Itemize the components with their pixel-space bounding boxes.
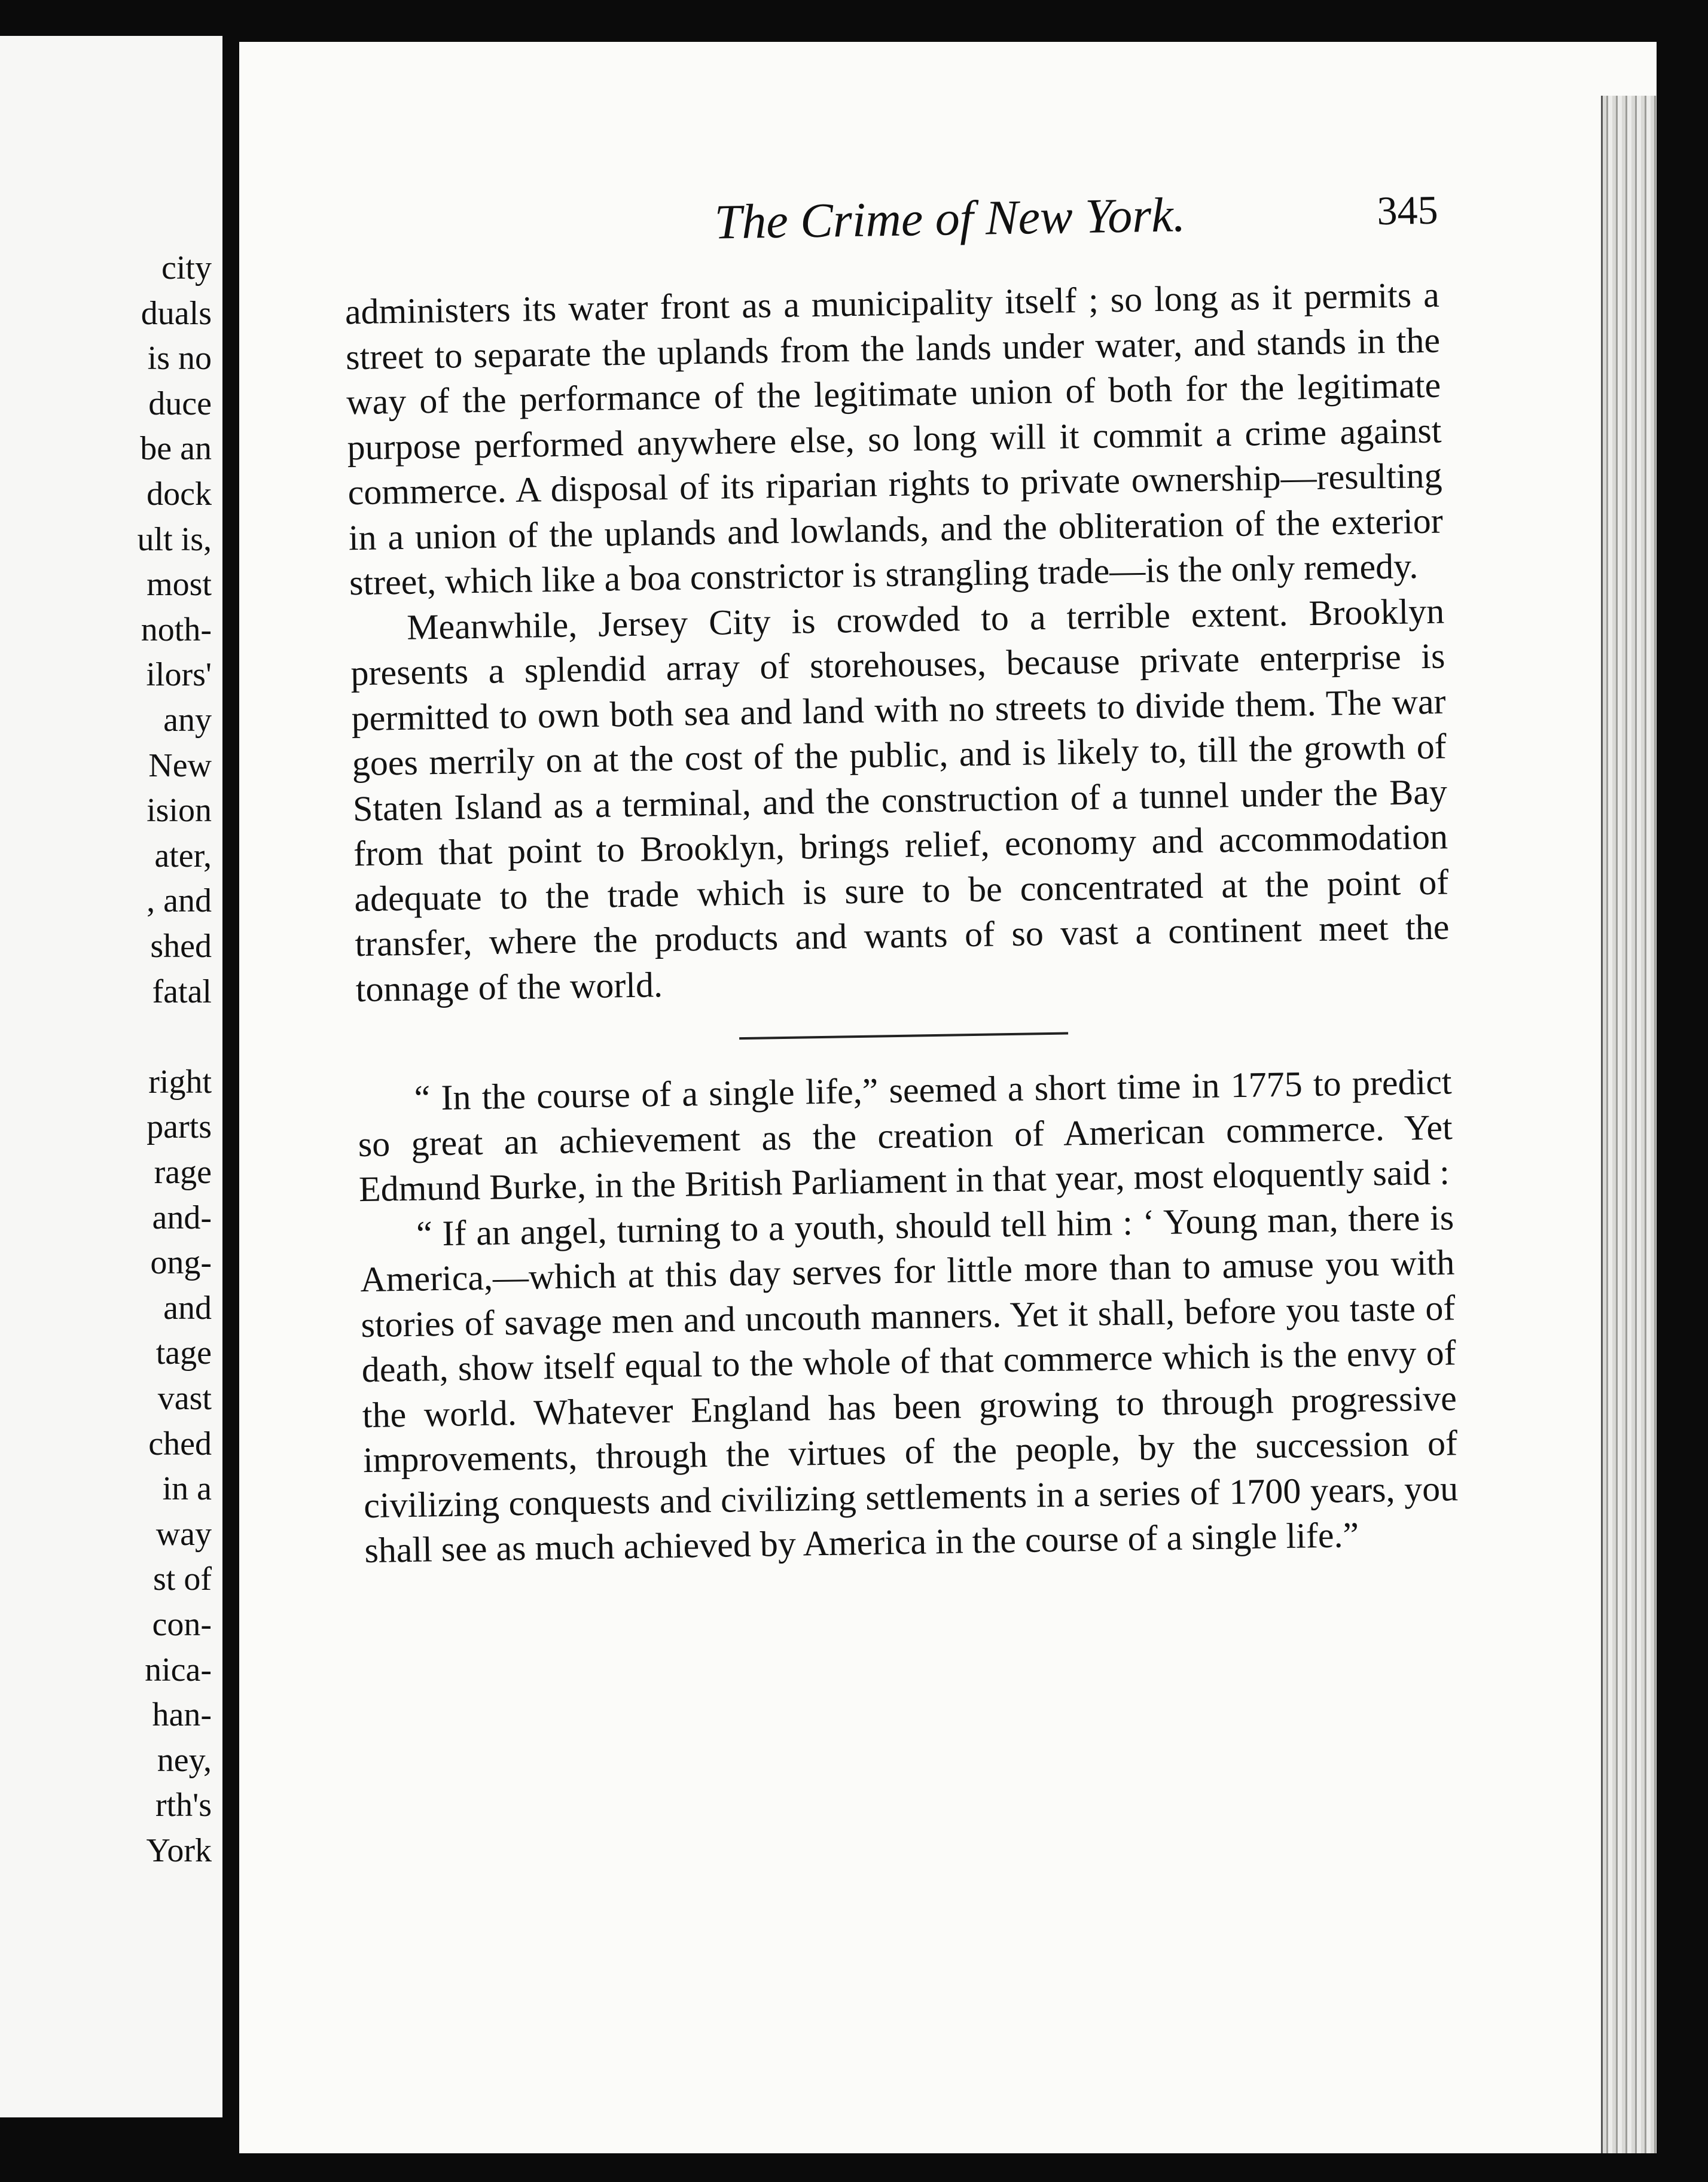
paragraph-water-front: administers its water front as a municipality itself ; so long as it permits a street to separate the uplands from the lands under water, and stands in the way of the performance of the legitimate union of both for the legitimate purpose performed anywhere else, so long will it commit a crime against commerce. A disposal of its riparian rights to private ownership—resulting in a union of the uplands and lowlands, and the obliteration of the exterior street, which like a boa constrictor is strangling trade—is the only remedy. — [344, 275, 1444, 603]
paragraph-burke-quote: “ If an angel, turning to a youth, should tell him : ‘ Young man, there is America,—which at this day serves for little more than to amuse you with stories of savage men and uncouth manners. Yet it shall, before you taste of death, show itself equal to the whole of that commerce which is the envy of the world. Whatever England has been growing to through progressive improvements, through the virtues of the people, by the succession of civilizing conquests and civilizing settlements in a series of 1700 years, you shall see as much achieved by America in the course of a single life.” — [359, 1197, 1459, 1571]
page-content — [341, 42, 1468, 2153]
left-page-line: ult is, — [137, 520, 212, 558]
page-edges — [1601, 96, 1657, 2153]
left-page-line: way — [155, 1515, 212, 1553]
left-page-line: ilors' — [146, 656, 212, 694]
left-page-line: any — [163, 702, 212, 739]
left-page-line: han- — [152, 1696, 212, 1734]
left-page-line: and- — [152, 1199, 212, 1236]
left-page-line: most — [147, 566, 212, 604]
running-title: The Crime of New York. — [713, 187, 1186, 249]
left-page-line: noth- — [141, 611, 212, 648]
right-page — [239, 42, 1657, 2153]
left-page-line: fatal — [152, 973, 212, 1010]
left-page-line: ater, — [154, 837, 212, 874]
left-page-line: shed — [150, 928, 212, 965]
body-text — [344, 273, 1459, 1574]
left-page-line: and — [163, 1289, 212, 1327]
left-page-line: ched — [148, 1425, 212, 1462]
left-page-line: tage — [155, 1334, 212, 1372]
section-divider — [739, 1032, 1068, 1040]
paragraph-single-life: “ In the course of a single life,” seemed a short time in 1775 to predict so great an achievement as the creation of American commerce. Yet Edmund Burke, in the British Parliament in that year, most eloquently said : — [358, 1062, 1453, 1209]
left-page-line: vast — [157, 1380, 212, 1417]
left-page-line: ong- — [150, 1244, 212, 1282]
left-page-line: city — [161, 249, 212, 287]
left-page-line: parts — [147, 1108, 212, 1146]
left-page-line: is no — [147, 340, 212, 377]
left-page-line: ision — [147, 792, 212, 830]
left-page-line: right — [148, 1063, 212, 1101]
left-page-line: duals — [141, 294, 212, 332]
left-page-line: rage — [154, 1154, 212, 1191]
left-page-line: st of — [153, 1561, 212, 1598]
left-page-line: York — [146, 1832, 212, 1869]
book-gutter — [222, 0, 240, 2182]
left-page — [0, 36, 222, 2117]
left-page-line: New — [148, 746, 212, 784]
left-page-line: ney, — [157, 1741, 212, 1779]
page-number: 345 — [1376, 187, 1439, 234]
left-page-line: rth's — [155, 1787, 212, 1824]
left-page-line: , and — [147, 882, 212, 920]
left-page-line: con- — [152, 1606, 212, 1643]
left-page-line: nica- — [145, 1651, 212, 1689]
running-head — [343, 183, 1439, 266]
left-page-line: duce — [148, 385, 212, 422]
left-page-line: in a — [162, 1470, 212, 1508]
left-page-line: dock — [147, 476, 212, 513]
left-page-line: be an — [140, 430, 212, 468]
paragraph-meanwhile: Meanwhile, Jersey City is crowded to a terrible extent. Brooklyn presents a splendid array of storehouses, because private enterprise is permitted to own both sea and land with no streets to divide them. The war goes merrily on at the cost of the public, and is likely to, till the growth of Staten Island as a terminal, and the construction of a tunnel under the Bay from that point to Brooklyn, brings relief, economy and accommodation adequate to the trade which is sure to be concentrated at the point of transfer, where the products and wants of so vast a continent meet the tonnage of the world. — [350, 591, 1450, 1009]
